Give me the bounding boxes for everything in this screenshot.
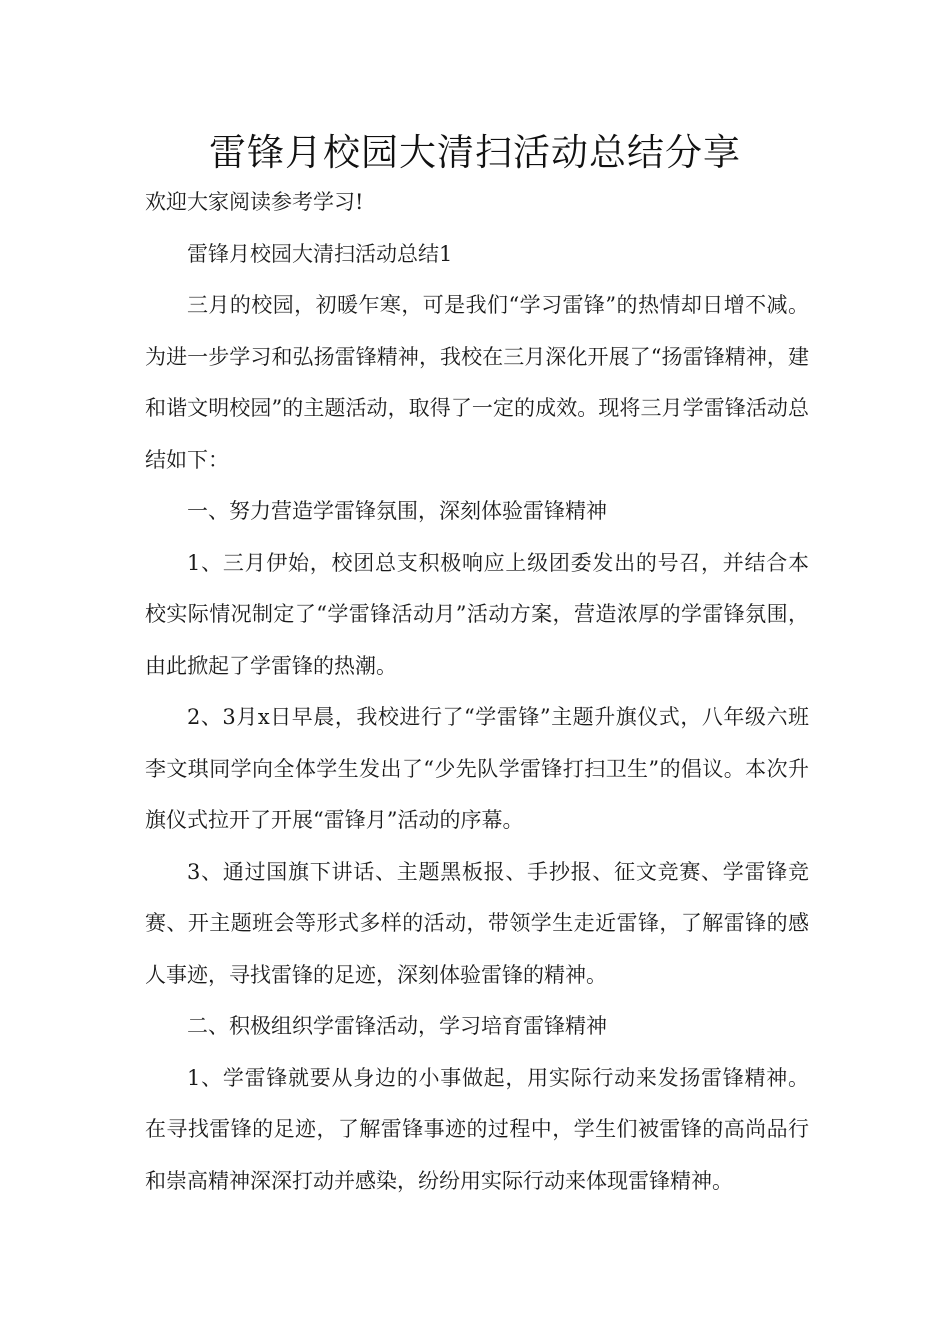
section-heading-1: 一、努力营造学雷锋氛围，深刻体验雷锋精神 bbox=[187, 499, 607, 523]
section-heading-2: 二、积极组织学雷锋活动，学习培育雷锋精神 bbox=[187, 1014, 607, 1038]
paragraph-item-1-2: 2、3月x日早晨，我校进行了“学雷锋”主题升旗仪式，八年级六班李文琪同学向全体学生发出了“少先队学雷锋打扫卫生”的倡议。本次升旗仪式拉开了开展“雷锋月”活动的序幕。 bbox=[145, 705, 809, 832]
paragraph-greeting: 欢迎大家阅读参考学习! bbox=[145, 190, 364, 214]
paragraph-intro: 三月的校园，初暖乍寒，可是我们“学习雷锋”的热情却日增不减。为进一步学习和弘扬雷锋精神，我校在三月深化开展了“扬雷锋精神，建和谐文明校园”的主题活动，取得了一定的成效。现将三月学雷锋活动总结如下： bbox=[145, 293, 809, 472]
paragraph-item-2-1: 1、学雷锋就要从身边的小事做起，用实际行动来发扬雷锋精神。在寻找雷锋的足迹，了解雷锋事迹的过程中，学生们被雷锋的高尚品行和崇高精神深深打动并感染，纷纷用实际行动来体现雷锋精神。 bbox=[145, 1065, 809, 1193]
paragraph-subtitle: 雷锋月校园大清扫活动总结1 bbox=[187, 241, 453, 266]
paragraph-item-1-3: 3、通过国旗下讲话、主题黑板报、手抄报、征文竞赛、学雷锋竞赛、开主题班会等形式多样的活动，带领学生走近雷锋，了解雷锋的感人事迹，寻找雷锋的足迹，深刻体验雷锋的精神。 bbox=[145, 859, 809, 987]
document-title: 雷锋月校园大清扫活动总结分享 bbox=[209, 131, 741, 174]
document-body bbox=[145, 177, 809, 1207]
paragraph-item-1-1: 1、三月伊始，校团总支积极响应上级团委发出的号召，并结合本校实际情况制定了“学雷锋活动月”活动方案，营造浓厚的学雷锋氛围，由此掀起了学雷锋的热潮。 bbox=[145, 550, 809, 678]
